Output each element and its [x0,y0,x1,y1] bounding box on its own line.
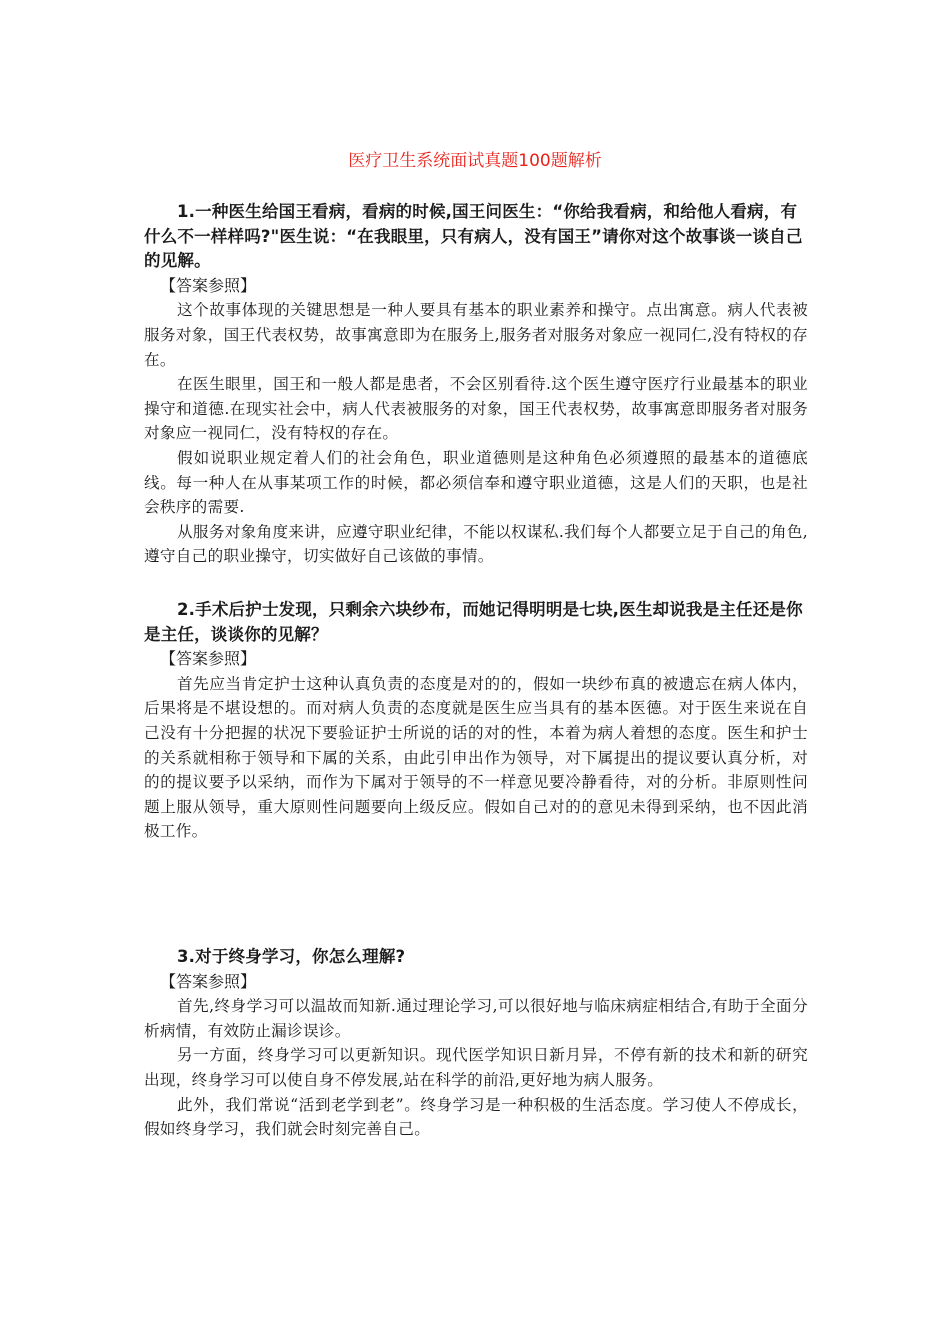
answer-label: 【答案参照】 [160,275,257,295]
answer-paragraph: 从服务对象角度来讲，应遵守职业纪律，不能以权谋私.我们每个人都要立足于自己的角色,遵守自己的职业操守，切实做好自己该做的事情。 [144,522,808,566]
answer-label: 【答案参照】 [160,971,257,991]
question-heading: 1.一种医生给国王看病，看病的时候,国王问医生：“你给我看病，和给他人看病，有什么不一样样吗?"医生说：“在我眼里，只有病人，没有国王”请你对这个故事谈一谈自己的见解。 [144,202,803,271]
document-title: 医疗卫生系统面试真题100题解析 [348,151,602,171]
answer-paragraph: 首先,终身学习可以温故而知新.通过理论学习,可以很好地与临床病症相结合,有助于全面分析病情，有效防止漏诊误诊。 [144,997,808,1040]
question-heading: 3.对于终身学习，你怎么理解? [177,947,406,966]
answer-paragraph: 首先应当肯定护士这种认真负责的态度是对的的，假如一块纱布真的被遗忘在病人体内，后果将是不堪设想的。而对病人负责的态度就是医生应当具有的基本医德。对于医生来说在自己没有十分把握的状况下要验证护士所说的话的对的性，本着为病人着想的态度。医生和护士的关系就相称于领导和下属的关系，由此引申出作为领导，对下属提出的提议要认真分析，对的的提议要予以采纳，而作为下属对于领导的不一样意见要冷静看待，对的分析。非原则性问题上服从领导，重大原则性问题要向上级反应。假如自己对的的意见未得到采纳，也不因此消极工作。 [144,674,808,841]
answer-label: 【答案参照】 [160,649,257,669]
question-section-3 [144,945,808,1142]
answer-paragraph: 在医生眼里，国王和一般人都是患者，不会区别看待.这个医生遵守医疗行业最基本的职业操守和道德.在现实社会中，病人代表被服务的对象，国王代表权势，故事寓意即服务者对服务对象应一视同仁，没有特权的存在。 [144,375,808,443]
question-heading: 2.手术后护士发现，只剩余六块纱布，而她记得明明是七块,医生却说我是主任还是你是主任，谈谈你的见解？ [144,600,803,644]
answer-paragraph: 这个故事体现的关键思想是一种人要具有基本的职业素养和操守。点出寓意。病人代表被服务对象，国王代表权势，故事寓意即为在服务上,服务者对服务对象应一视同仁,没有特权的存在。 [144,301,808,369]
answer-paragraph: 此外，我们常说“活到老学到老”。终身学习是一种积极的生活态度。学习使人不停成长，假如终身学习，我们就会时刻完善自己。 [144,1095,808,1139]
question-section-1 [144,200,808,569]
answer-paragraph: 假如说职业规定着人们的社会角色，职业道德则是这种角色必须遵照的最基本的道德底线。每一种人在从事某项工作的时候，都必须信奉和遵守职业道德，这是人们的天职，也是社会秩序的需要. [144,448,808,517]
answer-paragraph: 另一方面，终身学习可以更新知识。现代医学知识日新月异，不停有新的技术和新的研究出现，终身学习可以使自身不停发展,站在科学的前沿,更好地为病人服务。 [144,1046,808,1089]
question-section-2 [144,598,808,844]
